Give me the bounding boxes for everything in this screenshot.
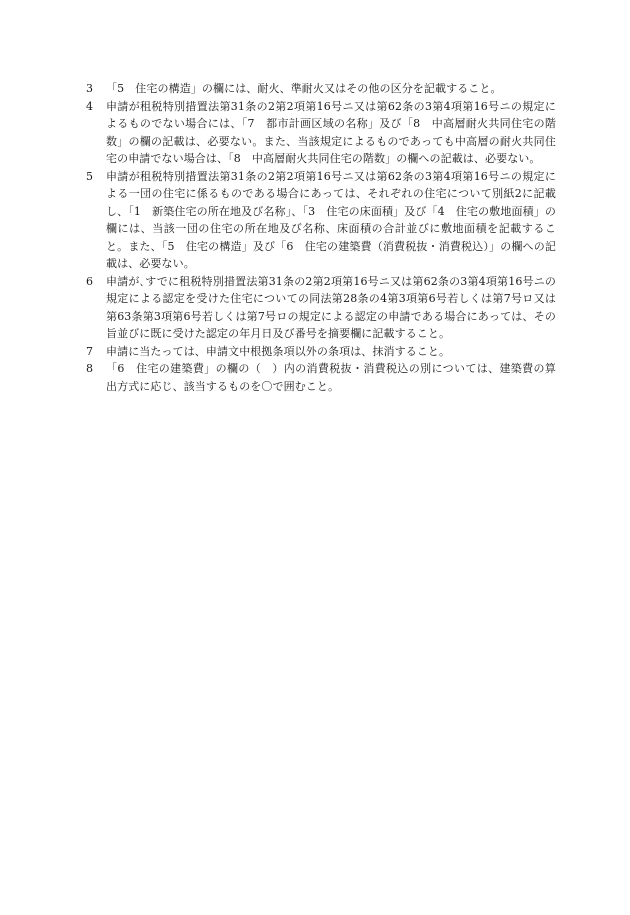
note-text: 申請が､すでに租税特別措置法第31条の2第2項第16号ニ又は第62条の3第4項第16号ニの規定による認定を受けた住宅についての同法第28条の4第3項第6号若しくは第7号ロ又は第63条第3項第6号若しくは第7号ロの規定による認定の申請である場合にあっては、その旨並びに既に受けた認定の年月日及び番号を摘要欄に記載すること。 [106,274,556,340]
note-text: 「6 住宅の建築費」の欄の（ ）内の消費税抜・消費税込の別については、建築費の算出方式に応じ、該当するものを〇で囲むこと。 [106,362,556,393]
note-number: 3 [86,82,94,95]
note-item-8 [86,360,556,395]
note-text: 「5 住宅の構造」の欄には、耐火、準耐火又はその他の区分を記載すること。 [106,82,502,95]
note-text: 申請に当たっては、申請文中根拠条項以外の条項は、抹消すること。 [106,344,451,358]
note-number: 6 [86,274,94,288]
note-item-5 [86,168,556,273]
note-text: 申請が租税特別措置法第31条の2第2項第16号ニ又は第62条の3第4項第16号ニの規定による一団の住宅に係るものである場合にあっては、それぞれの住宅について別紙2に記載し、「1 新築住宅の所在地及び名称」、「3 住宅の床面積」及び「4 住宅の敷地面積」の欄には、当該一団の住宅の所在地及び名称、床面積の合計並びに敷地面積を記載すること。また、「5 住宅の構造」及び「6 住宅の建築費（消費税抜・消費税込）」の欄への記載は、必要ない。 [106,169,556,270]
note-item-7 [86,343,556,361]
note-number: 5 [86,169,94,183]
note-number: 8 [86,362,94,375]
note-item-3 [86,80,556,98]
note-item-6 [86,273,556,343]
note-text: 申請が租税特別措置法第31条の2第2項第16号ニ又は第62条の3第4項第16号ニの規定によるものでない場合には、「7 都市計画区域の名称」及び「8 中高層耐火共同住宅の階数」の欄の記載は、必要ない。また、当該規定によるものであっても中高層の耐火共同住宅の申請でない場合は、「8 中高層耐火共同住宅の階数」の欄への記載は、必要ない。 [106,99,556,165]
instruction-notes-list [86,80,556,395]
note-number: 7 [86,344,94,358]
note-number: 4 [86,99,94,113]
note-item-4 [86,98,556,168]
